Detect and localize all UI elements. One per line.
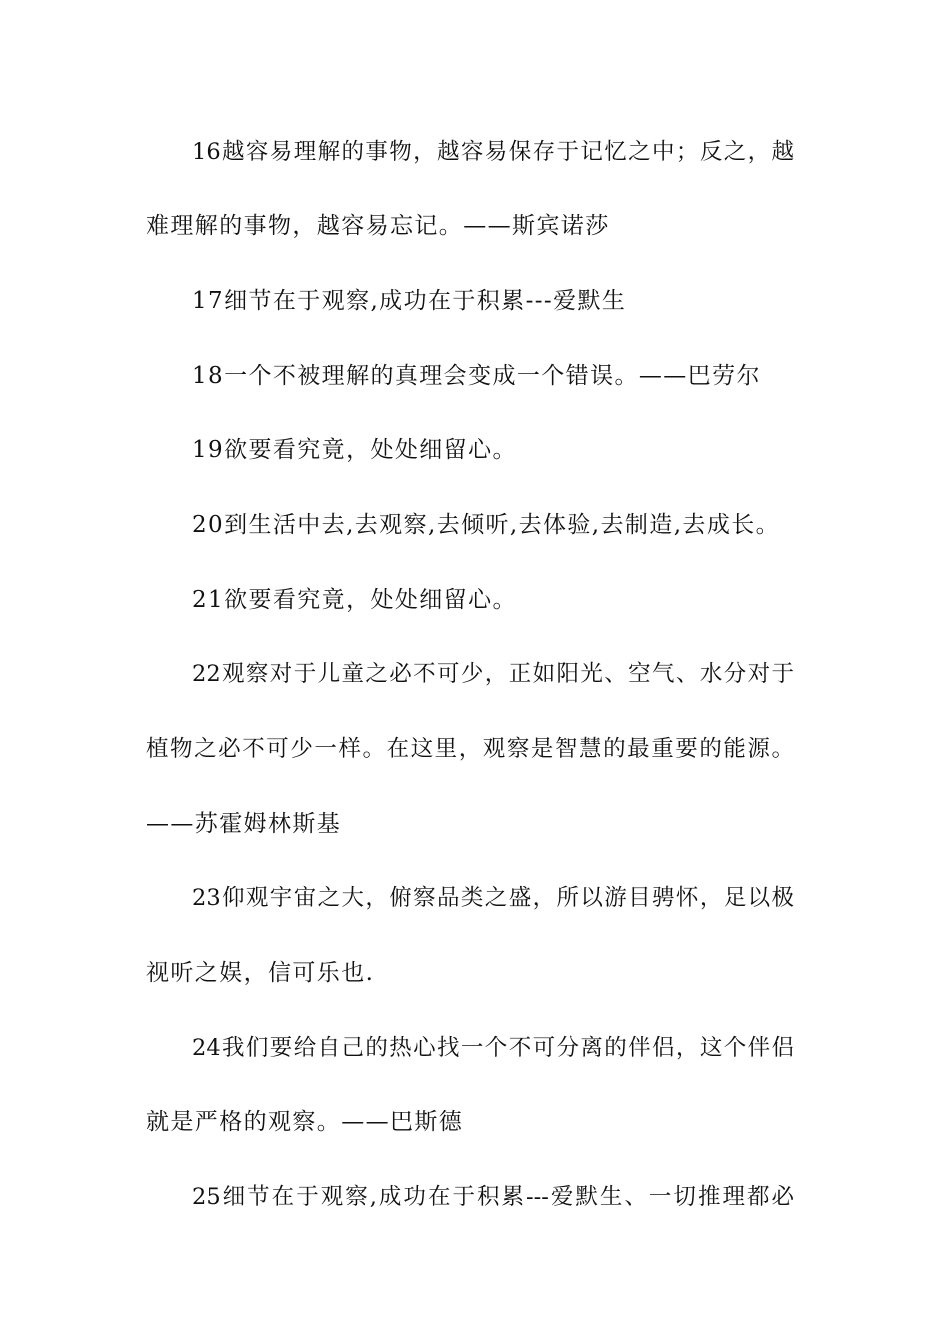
text-line: 23仰观宇宙之大，俯察品类之盛，所以游目骋怀，足以极 [192,885,794,911]
text-line: 20到生活中去,去观察,去倾听,去体验,去制造,去成长。 [192,512,781,538]
text-line: 难理解的事物，越容易忘记。——斯宾诺莎 [146,213,610,239]
text-line: 视听之娱，信可乐也. [146,960,375,986]
text-line: 24我们要给自己的热心找一个不可分离的伴侣，这个伴侣 [192,1035,794,1061]
text-line: ——苏霍姆林斯基 [146,811,342,837]
text-line: 就是严格的观察。——巴斯德 [146,1109,464,1135]
text-line: 19欲要看究竟，处处细留心。 [192,437,517,463]
text-line: 21欲要看究竟，处处细留心。 [192,587,517,613]
text-line: 17细节在于观察,成功在于积累---爱默生 [192,288,627,314]
text-line: 22观察对于儿童之必不可少，正如阳光、空气、水分对于 [192,661,794,687]
text-line: 16越容易理解的事物，越容易保存于记忆之中；反之，越 [192,139,794,165]
text-line: 25细节在于观察,成功在于积累---爱默生、一切推理都必 [192,1184,794,1210]
text-line: 植物之必不可少一样。在这里，观察是智慧的最重要的能源。 [146,736,794,762]
text-line: 18一个不被理解的真理会变成一个错误。——巴劳尔 [192,363,761,389]
